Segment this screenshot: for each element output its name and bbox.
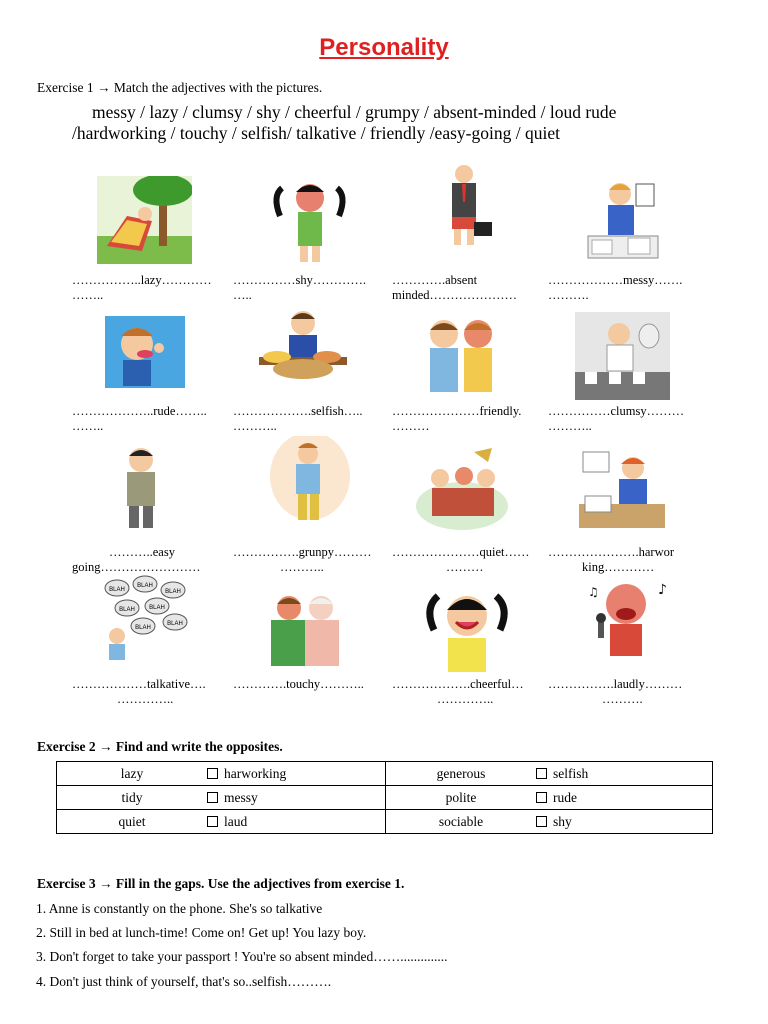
blah-label: BLAH (109, 587, 125, 593)
page-title: Personality (319, 34, 449, 61)
table-row (57, 810, 713, 834)
blah-label: BLAH (167, 621, 183, 627)
table-cell: quiet laud (57, 810, 386, 834)
table-cell: generous selfish (386, 762, 713, 786)
svg-text:♪: ♪ (658, 582, 667, 598)
shy-picture (262, 176, 357, 264)
blah-label: BLAH (165, 589, 181, 595)
checkbox[interactable] (207, 768, 218, 779)
table-cell: polite rude (386, 786, 713, 810)
absent-minded-picture (422, 160, 517, 248)
table-row (57, 762, 713, 786)
easy-going-picture (97, 444, 192, 532)
caption: ………………talkative…. ………….. (72, 677, 206, 706)
caption: ……………….selfish….. ……….. (233, 404, 363, 433)
sentence: 2. Still in bed at lunch-time! Come on! Get up! You lazy boy. (36, 925, 367, 940)
loud-picture (580, 574, 675, 662)
talkative-picture (97, 574, 192, 662)
adjective-list-line2: /hardworking / touchy / selfish/ talkative / friendly /easy-going / quiet (72, 123, 560, 143)
grumpy-picture (262, 436, 357, 524)
opposites-table (56, 761, 713, 834)
clumsy-picture (575, 312, 670, 400)
hardworking-picture (575, 446, 670, 534)
caption: ………………..rude…….. …….. (72, 404, 207, 433)
adjective-list-line1: messy / lazy / clumsy / shy / cheerful / grumpy / absent-minded / loud rude (92, 102, 617, 122)
selfish-picture (255, 305, 350, 393)
caption: ………….touchy……….. (233, 677, 364, 691)
checkbox[interactable] (207, 792, 218, 803)
table-cell: lazy harworking (57, 762, 386, 786)
rude-picture (97, 312, 192, 400)
friendly-picture (414, 312, 509, 400)
caption: ………..easy going…………………… (72, 545, 201, 574)
caption: ……………..lazy………… …….. (72, 273, 212, 302)
caption: ……………….cheerful… ………….. (392, 677, 524, 706)
table-cell: sociable shy (386, 810, 713, 834)
checkbox[interactable] (536, 768, 547, 779)
exercise3-heading: Exercise 3 → Fill in the gaps. Use the adjectives from exercise 1. (37, 876, 405, 891)
exercise1-instruction: Exercise 1 → Match the adjectives with the pictures. (37, 80, 323, 95)
caption: ……………clumsy……… ……….. (548, 404, 685, 433)
cheerful-picture (420, 586, 515, 674)
svg-text:♫: ♫ (588, 585, 599, 599)
table-cell: tidy messy (57, 786, 386, 810)
touchy-picture (255, 586, 350, 674)
caption: ………………….harwor king………… (548, 545, 675, 574)
sentence: 4. Don't just think of yourself, that's so..selfish………. (36, 974, 332, 989)
blah-label: BLAH (119, 607, 135, 613)
caption: ………………messy……. ………. (548, 273, 683, 302)
table-row (57, 786, 713, 810)
blah-label: BLAH (135, 625, 151, 631)
blah-label: BLAH (137, 583, 153, 589)
exercise2-heading: Exercise 2 → Find and write the opposites. (37, 739, 283, 754)
caption: ……………shy…………. ….. (233, 273, 366, 302)
caption: ………….absent minded………………… (392, 273, 517, 302)
sentence: 1. Anne is constantly on the phone. She's so talkative (36, 901, 323, 916)
sentence: 3. Don't forget to take your passport ! You're so absent minded…….............. (36, 949, 448, 964)
caption: …………………quiet…… ……… (392, 545, 530, 574)
quiet-picture (414, 446, 509, 534)
blah-label: BLAH (149, 605, 165, 611)
lazy-picture (97, 176, 192, 264)
checkbox[interactable] (207, 816, 218, 827)
caption: …………….grunpy……… ……….. (233, 545, 372, 574)
checkbox[interactable] (536, 792, 547, 803)
messy-picture (578, 176, 673, 264)
caption: …………….laudly……… ………. (548, 677, 683, 706)
caption: …………………friendly. ……… (392, 404, 522, 433)
checkbox[interactable] (536, 816, 547, 827)
